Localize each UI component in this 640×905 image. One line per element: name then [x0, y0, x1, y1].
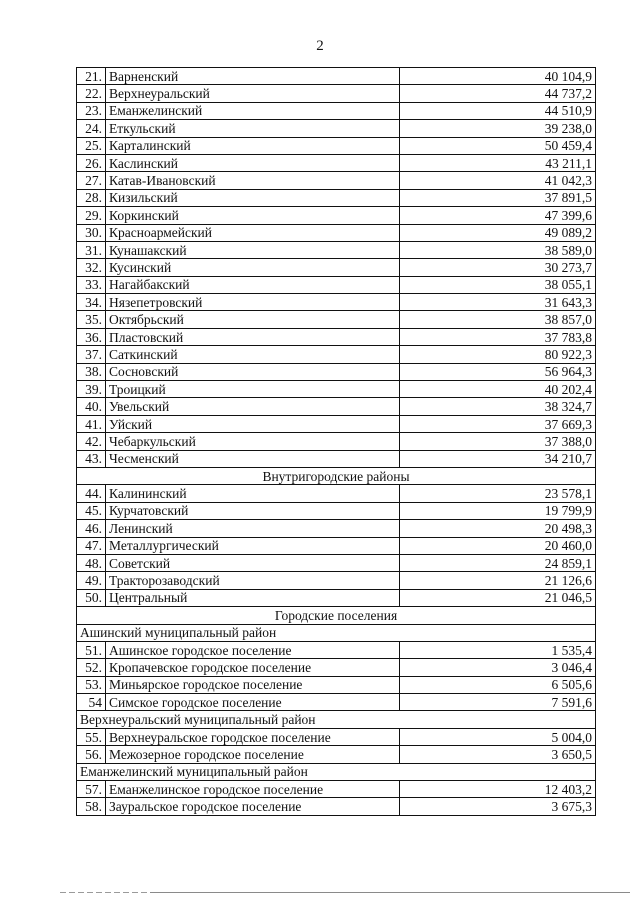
row-value: 34 210,7 [400, 450, 596, 467]
section-header-row [77, 467, 596, 484]
row-name: Нагайбакский [106, 276, 400, 293]
table-row [77, 520, 596, 537]
table-row [77, 502, 596, 519]
table-row [77, 641, 596, 658]
row-value: 40 202,4 [400, 381, 596, 398]
page-number: 2 [316, 38, 324, 54]
row-number: 52. [77, 659, 106, 676]
table-row [77, 381, 596, 398]
table-row [77, 189, 596, 206]
row-value: 5 004,0 [400, 728, 596, 745]
group-header-row [77, 711, 596, 728]
row-name: Тракторозаводский [106, 572, 400, 589]
row-value: 39 238,0 [400, 120, 596, 137]
row-value: 41 042,3 [400, 172, 596, 189]
table-row [77, 328, 596, 345]
row-number: 42. [77, 433, 106, 450]
row-name: Пластовский [106, 328, 400, 345]
table-row [77, 659, 596, 676]
row-name: Октябрьский [106, 311, 400, 328]
row-number: 43. [77, 450, 106, 467]
table-row [77, 450, 596, 467]
footer-solid-line [150, 892, 630, 893]
row-name: Центральный [106, 589, 400, 606]
group-header: Ашинский муниципальный район [77, 624, 596, 641]
row-name: Увельский [106, 398, 400, 415]
table-row [77, 433, 596, 450]
row-value: 3 650,5 [400, 746, 596, 763]
row-name: Зауральское городское поселение [106, 798, 400, 815]
row-value: 3 046,4 [400, 659, 596, 676]
row-number: 26. [77, 154, 106, 171]
group-header-row [77, 624, 596, 641]
table-row [77, 589, 596, 606]
row-name: Троицкий [106, 381, 400, 398]
row-value: 37 783,8 [400, 328, 596, 345]
row-name: Карталинский [106, 137, 400, 154]
row-name: Советский [106, 554, 400, 571]
row-value: 47 399,6 [400, 207, 596, 224]
row-number: 40. [77, 398, 106, 415]
row-name: Коркинский [106, 207, 400, 224]
row-value: 37 669,3 [400, 415, 596, 432]
row-value: 12 403,2 [400, 781, 596, 798]
table-row [77, 485, 596, 502]
table-row [77, 102, 596, 119]
table-row [77, 224, 596, 241]
row-value: 21 046,5 [400, 589, 596, 606]
row-value: 20 460,0 [400, 537, 596, 554]
row-number: 57. [77, 781, 106, 798]
row-name: Миньярское городское поселение [106, 676, 400, 693]
table-row [77, 207, 596, 224]
row-number: 35. [77, 311, 106, 328]
table-row [77, 363, 596, 380]
row-number: 28. [77, 189, 106, 206]
section-header: Внутригородские районы [77, 467, 596, 484]
group-header: Верхнеуральский муниципальный район [77, 711, 596, 728]
row-number: 55. [77, 728, 106, 745]
row-name: Кусинский [106, 259, 400, 276]
row-name: Красноармейский [106, 224, 400, 241]
row-name: Симское городское поселение [106, 694, 400, 711]
row-number: 31. [77, 241, 106, 258]
row-name: Металлургический [106, 537, 400, 554]
row-number: 29. [77, 207, 106, 224]
table-row [77, 746, 596, 763]
row-number: 24. [77, 120, 106, 137]
table-row [77, 728, 596, 745]
row-value: 7 591,6 [400, 694, 596, 711]
table-row [77, 154, 596, 171]
allocation-table [76, 67, 596, 816]
row-value: 80 922,3 [400, 346, 596, 363]
row-value: 1 535,4 [400, 641, 596, 658]
row-value: 50 459,4 [400, 137, 596, 154]
row-number: 46. [77, 520, 106, 537]
row-name: Калининский [106, 485, 400, 502]
row-number: 53. [77, 676, 106, 693]
row-number: 34. [77, 294, 106, 311]
row-number: 54 [77, 694, 106, 711]
row-value: 24 859,1 [400, 554, 596, 571]
row-value: 38 589,0 [400, 241, 596, 258]
row-number: 45. [77, 502, 106, 519]
row-number: 47. [77, 537, 106, 554]
table-row [77, 85, 596, 102]
row-number: 37. [77, 346, 106, 363]
row-value: 38 857,0 [400, 311, 596, 328]
table-row [77, 172, 596, 189]
row-value: 43 211,1 [400, 154, 596, 171]
row-number: 44. [77, 485, 106, 502]
row-number: 27. [77, 172, 106, 189]
row-number: 30. [77, 224, 106, 241]
row-number: 50. [77, 589, 106, 606]
row-number: 58. [77, 798, 106, 815]
row-value: 3 675,3 [400, 798, 596, 815]
row-number: 39. [77, 381, 106, 398]
row-value: 20 498,3 [400, 520, 596, 537]
row-number: 23. [77, 102, 106, 119]
row-value: 23 578,1 [400, 485, 596, 502]
table-row [77, 415, 596, 432]
row-number: 21. [77, 68, 106, 85]
row-name: Ашинское городское поселение [106, 641, 400, 658]
row-number: 56. [77, 746, 106, 763]
table-row [77, 68, 596, 85]
table-row [77, 311, 596, 328]
table-row [77, 798, 596, 815]
row-number: 38. [77, 363, 106, 380]
row-name: Нязепетровский [106, 294, 400, 311]
row-number: 49. [77, 572, 106, 589]
row-value: 56 964,3 [400, 363, 596, 380]
table-row [77, 554, 596, 571]
row-number: 36. [77, 328, 106, 345]
row-name: Чесменский [106, 450, 400, 467]
table-body [77, 68, 596, 816]
row-value: 19 799,9 [400, 502, 596, 519]
row-value: 49 089,2 [400, 224, 596, 241]
row-name: Саткинский [106, 346, 400, 363]
row-name: Чебаркульский [106, 433, 400, 450]
table-row [77, 137, 596, 154]
row-value: 38 055,1 [400, 276, 596, 293]
group-header-row [77, 763, 596, 780]
row-name: Еманжелинское городское поселение [106, 781, 400, 798]
row-number: 51. [77, 641, 106, 658]
row-value: 21 126,6 [400, 572, 596, 589]
table-row [77, 537, 596, 554]
row-name: Сосновский [106, 363, 400, 380]
row-name: Межозерное городское поселение [106, 746, 400, 763]
table-row [77, 276, 596, 293]
row-number: 48. [77, 554, 106, 571]
row-number: 32. [77, 259, 106, 276]
row-value: 44 737,2 [400, 85, 596, 102]
table-row [77, 294, 596, 311]
row-number: 22. [77, 85, 106, 102]
row-name: Кропачевское городское поселение [106, 659, 400, 676]
row-value: 37 891,5 [400, 189, 596, 206]
table-row [77, 676, 596, 693]
row-value: 37 388,0 [400, 433, 596, 450]
row-name: Верхнеуральский [106, 85, 400, 102]
table-row [77, 398, 596, 415]
row-value: 30 273,7 [400, 259, 596, 276]
row-name: Курчатовский [106, 502, 400, 519]
row-name: Еткульский [106, 120, 400, 137]
row-name: Кизильский [106, 189, 400, 206]
section-header-row [77, 607, 596, 624]
row-value: 6 505,6 [400, 676, 596, 693]
table-row [77, 241, 596, 258]
table-row [77, 781, 596, 798]
row-name: Верхнеуральское городское поселение [106, 728, 400, 745]
table-row [77, 120, 596, 137]
row-name: Уйский [106, 415, 400, 432]
row-number: 33. [77, 276, 106, 293]
row-value: 44 510,9 [400, 102, 596, 119]
group-header: Еманжелинский муниципальный район [77, 763, 596, 780]
section-header: Городские поселения [77, 607, 596, 624]
row-name: Варненский [106, 68, 400, 85]
row-value: 40 104,9 [400, 68, 596, 85]
row-name: Кунашакский [106, 241, 400, 258]
row-name: Еманжелинский [106, 102, 400, 119]
row-name: Каслинский [106, 154, 400, 171]
row-value: 38 324,7 [400, 398, 596, 415]
row-value: 31 643,3 [400, 294, 596, 311]
row-name: Ленинский [106, 520, 400, 537]
table-row [77, 694, 596, 711]
row-name: Катав-Ивановский [106, 172, 400, 189]
table-row [77, 259, 596, 276]
table-row [77, 572, 596, 589]
row-number: 41. [77, 415, 106, 432]
row-number: 25. [77, 137, 106, 154]
table-row [77, 346, 596, 363]
